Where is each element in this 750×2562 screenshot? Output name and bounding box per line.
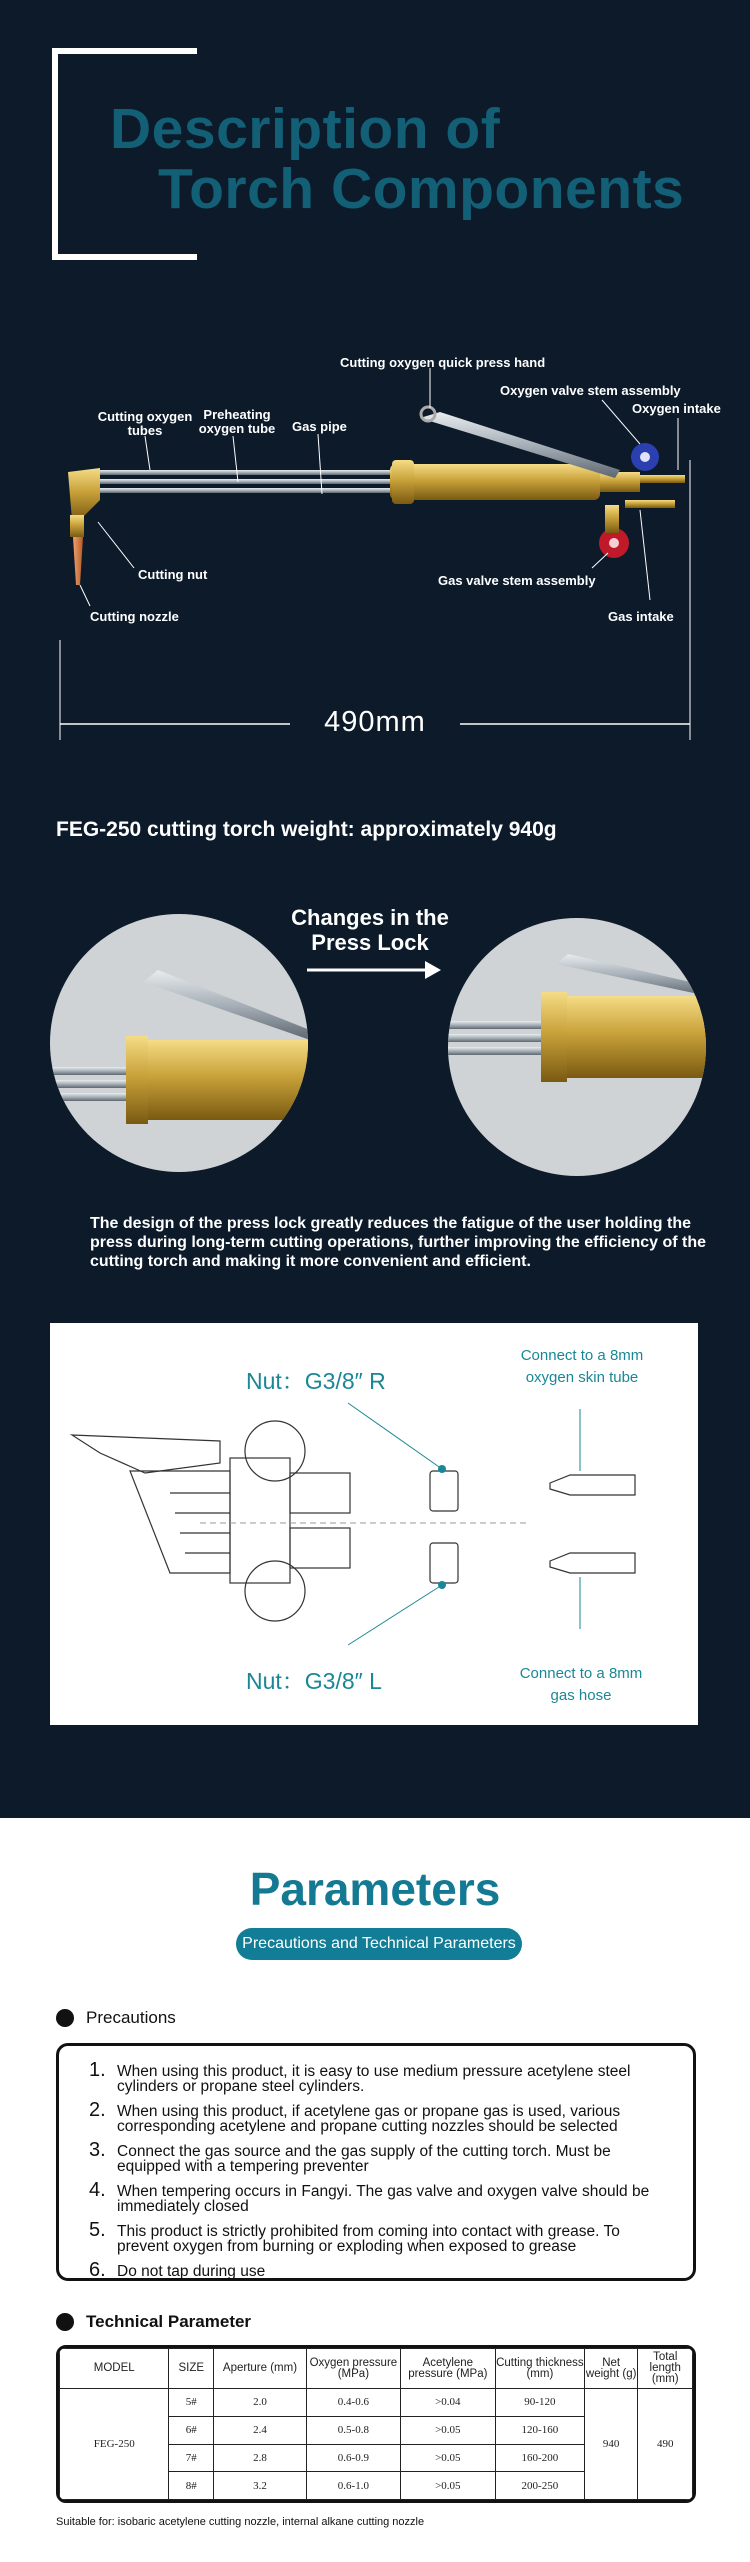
precaution-item: 2. When using this product, if acetylene gas or propane gas is used, various corresponding acetylene and propane cutting nozzles should be selected: [89, 2099, 621, 2135]
technical-table: [56, 2345, 696, 2503]
col-header: Aperture (mm): [214, 2349, 307, 2389]
col-header: Net weight (g): [584, 2349, 638, 2389]
model-cell: FEG-250: [60, 2389, 169, 2500]
col-header: MODEL: [60, 2349, 169, 2389]
section-title-line1: Description of: [110, 97, 501, 161]
label-press-hand: Cutting oxygen quick press hand: [340, 355, 546, 370]
label-oxygen-valve: Oxygen valve stem assembly: [500, 383, 681, 398]
label-gas-intake: Gas intake: [608, 609, 674, 624]
table-row: FEG-250 5# 2.0 0.4-0.6 >0.04 90-120 940 490: [60, 2389, 693, 2417]
press-lock-description: The design of the press lock greatly reduces the fatigue of the user holding the press during long-term cutting operations, further improving the efficiency of the cutting torch and making it more convenient and efficient.: [90, 1215, 707, 1270]
precautions-heading: Precautions: [56, 2008, 176, 2028]
label-cutting-nozzle: Cutting nozzle: [90, 609, 179, 624]
col-header: Cutting thickness (mm): [495, 2349, 584, 2389]
label-gas-pipe: Gas pipe: [292, 419, 347, 434]
table-row: 8# 3.2 0.6-1.0 >0.05 200-250: [60, 2472, 693, 2500]
table-row: 7# 2.8 0.6-0.9 >0.05 160-200: [60, 2444, 693, 2472]
precaution-item: 1. When using this product, it is easy to use medium pressure acetylene steel cylinders or propane steel cylinders.: [89, 2059, 631, 2095]
table-row: 6# 2.4 0.5-0.8 >0.05 120-160: [60, 2416, 693, 2444]
label-gas-valve: Gas valve stem assembly: [438, 573, 596, 588]
label-preheating-tube: Preheating oxygen tube: [198, 407, 276, 436]
changes-title: Changes in the Press Lock: [291, 905, 449, 955]
section-title-line2: Torch Components: [158, 157, 685, 221]
label-oxygen-intake: Oxygen intake: [632, 401, 721, 416]
precaution-item: 3. Connect the gas source and the gas supply of the cutting torch. Must be equipped with a tempering preventer: [89, 2139, 611, 2175]
bullet-icon: [56, 2009, 74, 2027]
col-header: Total length (mm): [638, 2349, 693, 2389]
parameters-title: Parameters: [249, 1863, 501, 1915]
connection-diagram: [50, 1323, 698, 1725]
label-cutting-nut: Cutting nut: [138, 567, 208, 582]
col-header: Acetylene pressure (MPa): [400, 2349, 495, 2389]
parameters-subtitle-badge: Precautions and Technical Parameters: [236, 1928, 522, 1960]
nut-top-label: Nut：G3/8″ R: [246, 1368, 386, 1394]
col-header: Oxygen pressure (MPa): [306, 2349, 400, 2389]
precaution-item: 6. Do not tap during use: [89, 2259, 266, 2281]
connect-gas-label: Connect to a 8mm gas hose: [519, 1665, 643, 1704]
total-length-cell: 490: [638, 2389, 693, 2500]
precaution-item: 5. This product is strictly prohibited from coming into contact with grease. To prevent oxygen from burning or exploding when exposed to grease: [89, 2219, 620, 2255]
bullet-icon: [56, 2313, 74, 2331]
arrow-right-icon: [305, 955, 445, 985]
label-cutting-oxygen-tubes: Cutting oxygen tubes: [97, 409, 193, 438]
nut-bottom-label: Nut：G3/8″ L: [246, 1668, 382, 1694]
torch-length-dimension: 490mm: [324, 706, 426, 738]
connect-oxygen-label: Connect to a 8mm oxygen skin tube: [520, 1347, 644, 1386]
press-lock-after-photo: [446, 916, 708, 1178]
precaution-item: 4. When tempering occurs in Fangyi. The gas valve and oxygen valve should be immediately closed: [89, 2179, 650, 2215]
suitability-note: Suitable for: isobaric acetylene cutting nozzle, internal alkane cutting nozzle: [56, 2516, 425, 2528]
table-header-row: [60, 2349, 693, 2389]
precautions-list: [56, 2043, 696, 2281]
torch-weight-text: FEG-250 cutting torch weight: approximately 940g: [56, 818, 557, 841]
net-weight-cell: 940: [584, 2389, 638, 2500]
col-header: SIZE: [169, 2349, 214, 2389]
technical-heading: Technical Parameter: [56, 2312, 251, 2332]
